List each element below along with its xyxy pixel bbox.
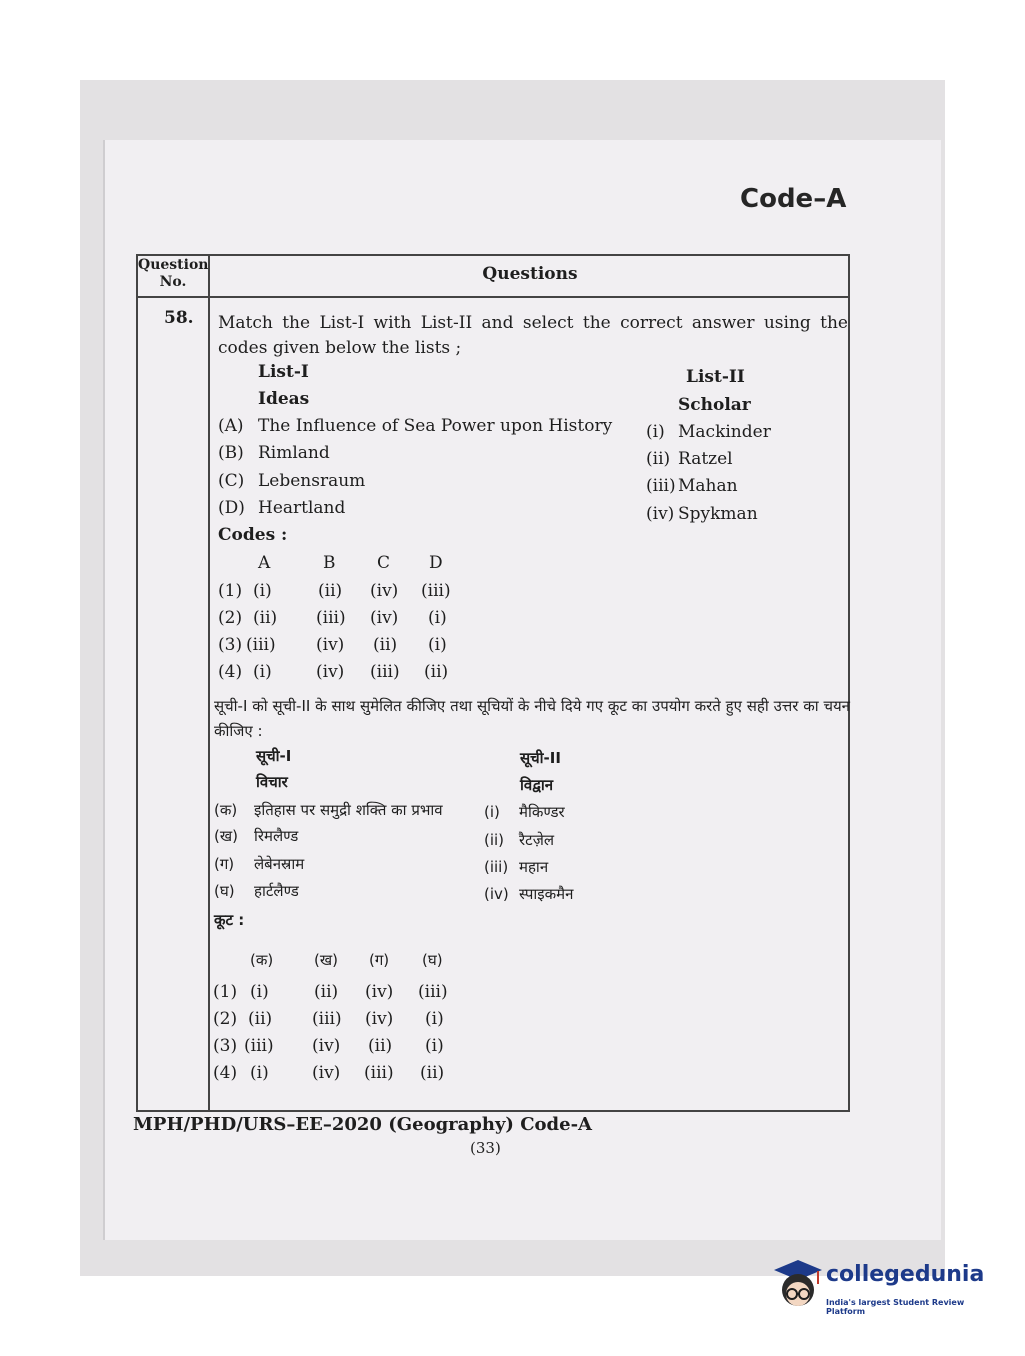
option-cell: (i) [253, 662, 272, 682]
option-cell-hi: (iv) [312, 1036, 341, 1056]
list2-item-text-hi: मैकिण्डर [519, 803, 565, 821]
codes-label: Codes : [218, 525, 288, 545]
option-cell: (iii) [370, 662, 400, 682]
question-stem-hi: सूची-I को सूची-II के साथ सुमेलित कीजिए तथा सूचियों के नीचे दिये गए कूट का उपयोग करते हुए सही उत्तर का चयन कीजिए : [214, 697, 850, 740]
list2-item-label: (iv) [646, 504, 675, 524]
list2-item-label: (i) [646, 422, 665, 442]
list1-item-text-hi: इतिहास पर समुद्री शक्ति का प्रभाव [254, 801, 443, 819]
list2-item-text-hi: स्पाइकमैन [519, 885, 574, 903]
page-number: (33) [470, 1139, 501, 1157]
option-cell: (iv) [316, 635, 345, 655]
codes-header-cell: B [323, 553, 336, 573]
question-number: 58. [164, 308, 194, 328]
list1-item-text: Lebensraum [258, 471, 366, 491]
list1-item-label: (B) [218, 443, 244, 463]
option-cell: (i) [428, 635, 447, 655]
list1-item-text-hi: रिमलैण्ड [254, 827, 299, 845]
option-cell-hi: (iii) [244, 1036, 274, 1056]
list2-item-text-hi: रैटज़ेल [519, 831, 554, 849]
option-cell: (i) [253, 581, 272, 601]
list1-item-label-hi: (घ) [214, 882, 235, 900]
option-number: (2) [218, 608, 243, 628]
list2-item-text: Mahan [678, 476, 738, 496]
list2-item-text: Ratzel [678, 449, 733, 469]
codes-header-cell: A [258, 553, 271, 573]
paper-code: Code–A [740, 184, 847, 214]
list2-item-label-hi: (iii) [484, 858, 509, 876]
option-number: (4) [218, 662, 243, 682]
option-cell: (iv) [316, 662, 345, 682]
option-number: (3) [218, 635, 243, 655]
list2-item-label: (iii) [646, 476, 676, 496]
list2-item-label-hi: (ii) [484, 831, 505, 849]
list1-item-label-hi: (क) [214, 801, 238, 819]
option-number-hi: (4) [213, 1063, 238, 1083]
list1-item-text-hi: लेबेनस्राम [254, 855, 305, 873]
list1-item-text-hi: हार्टलैण्ड [254, 882, 299, 900]
question-stem-en: Match the List-I with List-II and select the correct answer using the codes given below the lists ; [218, 313, 848, 358]
option-cell-hi: (iii) [364, 1063, 394, 1083]
collegedunia-mascot-icon [768, 1254, 824, 1314]
column-divider [208, 256, 210, 1110]
option-cell: (iv) [370, 581, 399, 601]
list2-item-text: Spykman [678, 504, 758, 524]
option-cell-hi: (i) [250, 1063, 269, 1083]
option-cell-hi: (ii) [314, 982, 339, 1002]
option-number-hi: (3) [213, 1036, 238, 1056]
list1-item-label: (D) [218, 498, 245, 518]
list1-item-text: The Influence of Sea Power upon History [258, 416, 613, 436]
option-cell-hi: (ii) [368, 1036, 393, 1056]
option-number-hi: (1) [213, 982, 238, 1002]
list2-item-text-hi: महान [519, 858, 549, 876]
codes-label-hi: कूट : [214, 911, 245, 929]
option-cell-hi: (i) [425, 1009, 444, 1029]
option-cell: (iii) [316, 608, 346, 628]
header-question-no: Question No. [138, 257, 209, 290]
list1-item-text: Rimland [258, 443, 330, 463]
codes-header-cell: C [377, 553, 391, 573]
option-cell-hi: (iii) [312, 1009, 342, 1029]
option-number-hi: (2) [213, 1009, 238, 1029]
option-cell: (iii) [246, 635, 276, 655]
option-cell: (iii) [421, 581, 451, 601]
codes-header-cell-hi: (घ) [422, 951, 443, 969]
codes-header-cell: D [429, 553, 443, 573]
option-cell: (ii) [373, 635, 398, 655]
option-cell: (ii) [318, 581, 343, 601]
list1-item-label-hi: (ख) [214, 827, 238, 845]
paper-footer: MPH/PHD/URS–EE–2020 (Geography) Code-A [133, 1114, 593, 1135]
brand-name: collegedunia [826, 1262, 985, 1287]
list1-subtitle-hi: विचार [256, 773, 288, 791]
list1-item-text: Heartland [258, 498, 346, 518]
list1-item-label: (A) [218, 416, 244, 436]
option-number: (1) [218, 581, 243, 601]
option-cell-hi: (ii) [248, 1009, 273, 1029]
option-cell: (ii) [424, 662, 449, 682]
list1-title: List-I [258, 362, 309, 382]
brand-tagline: India's largest Student Review Platform [826, 1298, 965, 1316]
list2-item-label-hi: (i) [484, 803, 500, 821]
option-cell-hi: (i) [250, 982, 269, 1002]
option-cell-hi: (iii) [418, 982, 448, 1002]
collegedunia-watermark [768, 1254, 998, 1314]
option-cell-hi: (ii) [420, 1063, 445, 1083]
codes-header-cell-hi: (क) [250, 951, 274, 969]
header-questions: Questions [482, 264, 578, 284]
option-cell-hi: (i) [425, 1036, 444, 1056]
option-cell: (iv) [370, 608, 399, 628]
list2-title: List-II [686, 367, 745, 387]
list2-subtitle: Scholar [678, 395, 751, 415]
header-divider [138, 296, 848, 298]
list2-item-label: (ii) [646, 449, 671, 469]
option-cell-hi: (iv) [365, 982, 394, 1002]
list1-item-label-hi: (ग) [214, 855, 235, 873]
list2-item-label-hi: (iv) [484, 885, 509, 903]
list2-title-hi: सूची-II [520, 749, 561, 767]
list1-subtitle: Ideas [258, 389, 310, 409]
option-cell-hi: (iv) [312, 1063, 341, 1083]
list1-item-label: (C) [218, 471, 245, 491]
option-cell-hi: (iv) [365, 1009, 394, 1029]
codes-header-cell-hi: (ग) [369, 951, 390, 969]
option-cell: (i) [428, 608, 447, 628]
option-cell: (ii) [253, 608, 278, 628]
list2-subtitle-hi: विद्वान [520, 776, 554, 794]
codes-header-cell-hi: (ख) [314, 951, 338, 969]
list2-item-text: Mackinder [678, 422, 771, 442]
list1-title-hi: सूची-I [256, 747, 292, 765]
